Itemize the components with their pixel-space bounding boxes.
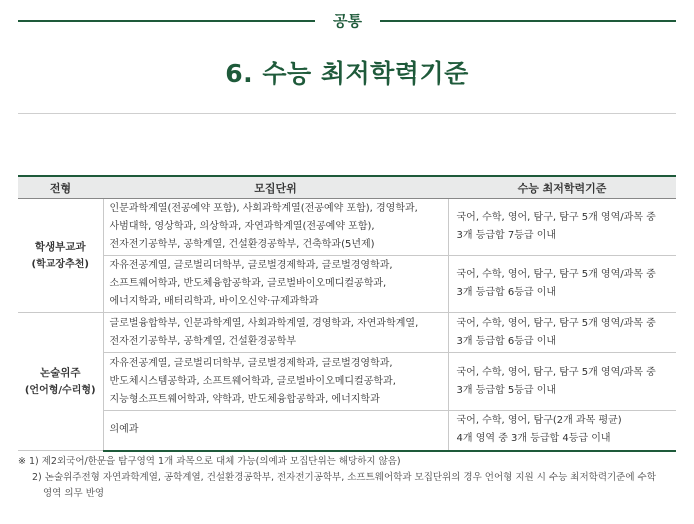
column-header-criteria: 수능 최저학력기준	[448, 176, 676, 199]
criteria-line: 국어, 수학, 영어, 탐구(2개 과목 평균)	[456, 415, 622, 427]
table-row	[18, 256, 676, 313]
page-title: 6. 수능 최저학력기준	[225, 59, 469, 88]
criteria-cell	[448, 199, 676, 256]
column-header-admission-type: 전형	[18, 176, 103, 199]
unit-line: 글로벌융합학부, 인문과학계열, 사회과학계열, 경영학과, 자연과학계열,	[109, 317, 419, 329]
criteria-line: 국어, 수학, 영어, 탐구, 탐구 5개 영역/과목 중	[456, 317, 656, 329]
table-row	[18, 353, 676, 411]
unit-line: 에너지학과, 배터리학과, 바이오신약·규제과학과	[109, 296, 319, 307]
footnote-2: 2) 논술위주전형 자연과학계열, 공학계열, 건설환경공학부, 전자전기공학부, 소프트웨어학과 모집단위의 경우 언어형 지원 시 수능 최저학력기준에 수학	[32, 472, 656, 483]
category-cell	[18, 199, 103, 313]
criteria-line: 국어, 수학, 영어, 탐구, 탐구 5개 영역/과목 중	[456, 269, 656, 280]
header-rule-right	[380, 20, 676, 22]
criteria-line: 4개 영역 중 3개 등급합 4등급 이내	[456, 433, 611, 445]
footnote-1: ※ 1) 제2외국어/한문을 탐구영역 1개 과목으로 대체 가능(의예과 모집단위는 해당하지 않음)	[18, 456, 401, 467]
table-row	[18, 313, 676, 353]
unit-line: 사범대학, 영상학과, 의상학과, 자연과학계열(전공예약 포함),	[109, 221, 375, 232]
unit-line: 자유전공계열, 글로벌리더학부, 글로벌경제학과, 글로벌경영학과,	[109, 357, 393, 369]
footnotes	[18, 454, 678, 502]
criteria-line: 국어, 수학, 영어, 탐구, 탐구 5개 영역/과목 중	[456, 366, 656, 378]
unit-line: 전자전기공학부, 공학계열, 건설환경공학부, 건축학과(5년제)	[109, 239, 375, 250]
unit-line: 지능형소프트웨어학과, 약학과, 반도체융합공학과, 에너지학과	[109, 393, 380, 405]
unit-line: 의예과	[109, 424, 139, 436]
units-cell	[103, 411, 448, 451]
units-cell	[103, 313, 448, 353]
category-cell	[18, 313, 103, 451]
table-row	[18, 199, 676, 256]
footnote-2-continued: 영역 의무 반영	[43, 488, 105, 499]
header-rule-left	[18, 20, 315, 22]
criteria-cell	[448, 353, 676, 411]
criteria-cell	[448, 256, 676, 313]
table-header-row	[18, 176, 676, 199]
category-name: 논술위주	[39, 366, 81, 379]
unit-line: 반도체시스템공학과, 소프트웨어학과, 글로벌바이오메디컬공학과,	[109, 375, 396, 387]
title-divider	[18, 113, 676, 114]
unit-line: 자유전공계열, 글로벌리더학부, 글로벌경제학과, 글로벌경영학과,	[109, 260, 393, 271]
criteria-cell	[448, 411, 676, 451]
section-label: 공통	[333, 12, 362, 30]
units-cell	[103, 256, 448, 313]
criteria-cell	[448, 313, 676, 353]
column-header-units: 모집단위	[103, 176, 448, 199]
category-subname: (언어형/수리형)	[24, 384, 96, 396]
category-name: 학생부교과	[34, 240, 86, 253]
criteria-line: 3개 등급합 5등급 이내	[456, 384, 557, 396]
units-cell	[103, 353, 448, 411]
unit-line: 인문과학계열(전공예약 포함), 사회과학계열(전공예약 포함), 경영학과,	[109, 203, 418, 214]
criteria-table	[18, 175, 676, 452]
criteria-line: 국어, 수학, 영어, 탐구, 탐구 5개 영역/과목 중	[456, 212, 656, 223]
units-cell	[103, 199, 448, 256]
category-subname: (학교장추천)	[31, 258, 89, 270]
table-row	[18, 411, 676, 451]
criteria-line: 3개 등급합 7등급 이내	[456, 230, 557, 241]
criteria-line: 3개 등급합 6등급 이내	[456, 287, 557, 298]
unit-line: 전자전기공학부, 공학계열, 건설환경공학부	[109, 335, 297, 347]
unit-line: 소프트웨어학과, 반도체융합공학과, 글로벌바이오메디컬공학과,	[109, 278, 387, 289]
criteria-line: 3개 등급합 6등급 이내	[456, 335, 557, 347]
